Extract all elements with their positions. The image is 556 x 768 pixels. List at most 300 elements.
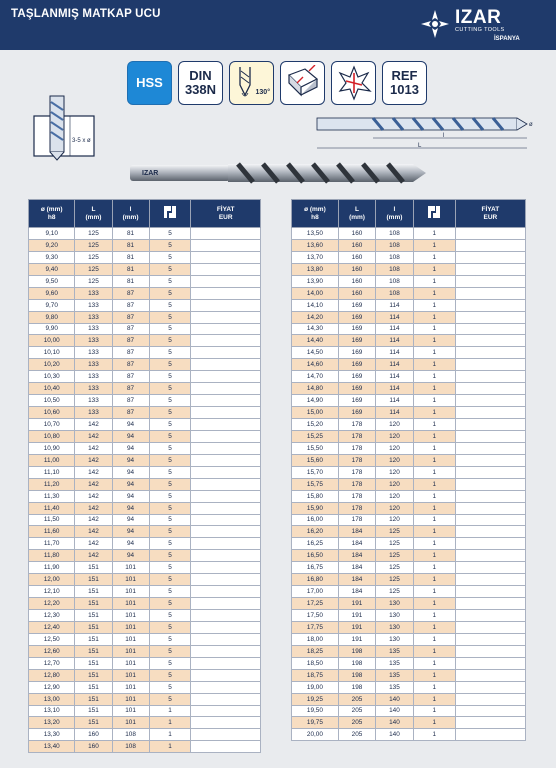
- cell-diameter: 9,30: [29, 251, 75, 263]
- cell-price[interactable]: [455, 239, 525, 251]
- cell-flute-length: 120: [376, 478, 413, 490]
- table-row: [292, 371, 526, 383]
- cell-flute-length: 101: [112, 657, 149, 669]
- cell-price[interactable]: [191, 239, 261, 251]
- cell-flute-length: 120: [376, 430, 413, 442]
- cell-flute-length: 94: [112, 466, 149, 478]
- cell-price[interactable]: [455, 562, 525, 574]
- cell-price[interactable]: [191, 562, 261, 574]
- cell-price[interactable]: [191, 526, 261, 538]
- col-flute-length-unit: (mm): [122, 213, 139, 221]
- cell-total-length: 151: [75, 645, 112, 657]
- cell-price[interactable]: [191, 275, 261, 287]
- cell-flute-length: 94: [112, 454, 149, 466]
- cell-total-length: 160: [75, 729, 112, 741]
- cell-flute-length: 101: [112, 645, 149, 657]
- cell-price[interactable]: [455, 454, 525, 466]
- table-row: [29, 574, 261, 586]
- cell-price[interactable]: [191, 693, 261, 705]
- cell-total-length: 198: [338, 645, 375, 657]
- cell-price[interactable]: [455, 705, 525, 717]
- cell-diameter: 9,60: [29, 287, 75, 299]
- cell-flute-length: 108: [112, 741, 149, 753]
- table-row: [29, 633, 261, 645]
- cell-total-length: 133: [75, 311, 112, 323]
- cell-diameter: 15,20: [292, 419, 339, 431]
- cell-price[interactable]: [455, 693, 525, 705]
- cell-price[interactable]: [191, 550, 261, 562]
- cell-pack-qty: 1: [413, 442, 455, 454]
- table-row: [29, 490, 261, 502]
- cell-pack-qty: 1: [413, 299, 455, 311]
- table-row: [29, 419, 261, 431]
- cell-price[interactable]: [191, 705, 261, 717]
- table-row: [292, 323, 526, 335]
- cell-total-length: 142: [75, 550, 112, 562]
- cell-pack-qty: 5: [149, 442, 191, 454]
- col-price-label: FİYAT: [481, 205, 500, 213]
- cell-total-length: 198: [338, 681, 375, 693]
- cell-price[interactable]: [455, 633, 525, 645]
- table-row: [292, 729, 526, 741]
- cell-price[interactable]: [455, 729, 525, 741]
- cell-pack-qty: 1: [413, 407, 455, 419]
- table-row: [292, 287, 526, 299]
- cell-flute-length: 101: [112, 681, 149, 693]
- cell-price[interactable]: [191, 287, 261, 299]
- cell-price[interactable]: [455, 263, 525, 275]
- cell-price[interactable]: [455, 502, 525, 514]
- cell-diameter: 20,00: [292, 729, 339, 741]
- cell-price[interactable]: [455, 430, 525, 442]
- cell-flute-length: 140: [376, 729, 413, 741]
- table-row: [292, 442, 526, 454]
- cell-total-length: 133: [75, 383, 112, 395]
- cell-price[interactable]: [191, 454, 261, 466]
- cell-price[interactable]: [455, 574, 525, 586]
- cell-price[interactable]: [191, 323, 261, 335]
- cell-pack-qty: 5: [149, 454, 191, 466]
- cell-flute-length: 101: [112, 562, 149, 574]
- table-row: [29, 359, 261, 371]
- cell-flute-length: 94: [112, 514, 149, 526]
- cell-price[interactable]: [455, 251, 525, 263]
- brand-country: İSPANYA: [494, 36, 520, 42]
- cell-pack-qty: 5: [149, 538, 191, 550]
- cell-flute-length: 120: [376, 502, 413, 514]
- flute-length-label: l: [443, 133, 445, 139]
- cell-flute-length: 101: [112, 610, 149, 622]
- cell-total-length: 142: [75, 466, 112, 478]
- cell-price[interactable]: [191, 586, 261, 598]
- cell-diameter: 14,50: [292, 347, 339, 359]
- cell-price[interactable]: [191, 490, 261, 502]
- ref-badge: [382, 61, 427, 105]
- cell-price[interactable]: [191, 502, 261, 514]
- cell-pack-qty: 1: [413, 538, 455, 550]
- cell-diameter: 10,70: [29, 419, 75, 431]
- cell-flute-length: 125: [376, 574, 413, 586]
- cell-flute-length: 101: [112, 621, 149, 633]
- cell-price[interactable]: [455, 550, 525, 562]
- cell-price[interactable]: [191, 251, 261, 263]
- table-row: [29, 514, 261, 526]
- cell-flute-length: 114: [376, 395, 413, 407]
- cell-flute-length: 94: [112, 419, 149, 431]
- cell-price[interactable]: [455, 228, 525, 240]
- cell-price[interactable]: [455, 514, 525, 526]
- cell-pack-qty: 1: [413, 514, 455, 526]
- cell-price[interactable]: [191, 669, 261, 681]
- cell-total-length: 151: [75, 621, 112, 633]
- cell-diameter: 14,20: [292, 311, 339, 323]
- table-row: [292, 407, 526, 419]
- cell-price[interactable]: [455, 657, 525, 669]
- cell-price[interactable]: [191, 741, 261, 753]
- cell-diameter: 15,80: [292, 490, 339, 502]
- table-row: [292, 251, 526, 263]
- cell-price[interactable]: [455, 335, 525, 347]
- cell-price[interactable]: [455, 407, 525, 419]
- cell-total-length: 184: [338, 574, 375, 586]
- cell-diameter: 12,20: [29, 598, 75, 610]
- cell-diameter: 16,20: [292, 526, 339, 538]
- cell-price[interactable]: [191, 574, 261, 586]
- cell-total-length: 178: [338, 419, 375, 431]
- cell-flute-length: 87: [112, 335, 149, 347]
- cell-price[interactable]: [191, 263, 261, 275]
- cell-total-length: 205: [338, 717, 375, 729]
- cell-diameter: 10,90: [29, 442, 75, 454]
- cell-diameter: 11,00: [29, 454, 75, 466]
- cell-total-length: 151: [75, 586, 112, 598]
- cell-price[interactable]: [455, 598, 525, 610]
- cell-total-length: 151: [75, 574, 112, 586]
- cell-price[interactable]: [191, 610, 261, 622]
- cell-pack-qty: 1: [149, 741, 191, 753]
- cell-price[interactable]: [191, 538, 261, 550]
- cell-flute-length: 101: [112, 598, 149, 610]
- cell-price[interactable]: [191, 407, 261, 419]
- cell-price[interactable]: [191, 466, 261, 478]
- table-row: [292, 538, 526, 550]
- cell-total-length: 133: [75, 299, 112, 311]
- cell-price[interactable]: [455, 347, 525, 359]
- cell-price[interactable]: [191, 598, 261, 610]
- cell-flute-length: 108: [376, 228, 413, 240]
- cell-flute-length: 125: [376, 550, 413, 562]
- cell-flute-length: 94: [112, 538, 149, 550]
- table-row: [292, 502, 526, 514]
- cell-total-length: 178: [338, 466, 375, 478]
- cell-flute-length: 135: [376, 645, 413, 657]
- col-flute-length: [112, 200, 149, 228]
- cell-price[interactable]: [191, 347, 261, 359]
- cell-price[interactable]: [191, 633, 261, 645]
- cell-price[interactable]: [455, 478, 525, 490]
- cell-total-length: 205: [338, 693, 375, 705]
- col-price-currency: EUR: [218, 213, 233, 221]
- table-row: [29, 693, 261, 705]
- table-row: [29, 287, 261, 299]
- cell-price[interactable]: [455, 419, 525, 431]
- col-flute-length: [376, 200, 413, 228]
- drill-brand-engraving: IZAR: [142, 170, 159, 177]
- cell-pack-qty: 1: [413, 395, 455, 407]
- cell-diameter: 10,10: [29, 347, 75, 359]
- cell-flute-length: 108: [112, 729, 149, 741]
- cell-price[interactable]: [455, 395, 525, 407]
- cell-total-length: 169: [338, 383, 375, 395]
- cell-flute-length: 87: [112, 299, 149, 311]
- table-row: [292, 335, 526, 347]
- cell-price[interactable]: [455, 311, 525, 323]
- table-row: [29, 311, 261, 323]
- cell-flute-length: 114: [376, 299, 413, 311]
- cell-total-length: 151: [75, 693, 112, 705]
- cell-price[interactable]: [191, 478, 261, 490]
- table-row: [292, 311, 526, 323]
- cell-diameter: 13,60: [292, 239, 339, 251]
- ref-number: 1013: [390, 82, 419, 97]
- cell-flute-length: 108: [376, 275, 413, 287]
- cell-pack-qty: 5: [149, 263, 191, 275]
- cell-diameter: 18,00: [292, 633, 339, 645]
- cell-price[interactable]: [191, 442, 261, 454]
- cell-pack-qty: 1: [413, 228, 455, 240]
- cell-total-length: 178: [338, 514, 375, 526]
- cell-price[interactable]: [191, 395, 261, 407]
- cell-diameter: 19,75: [292, 717, 339, 729]
- cell-diameter: 10,60: [29, 407, 75, 419]
- table-row: [292, 419, 526, 431]
- cell-total-length: 133: [75, 287, 112, 299]
- table-row: [292, 705, 526, 717]
- cell-price[interactable]: [455, 645, 525, 657]
- cell-price[interactable]: [455, 287, 525, 299]
- col-diameter-label: ø (mm): [40, 205, 63, 213]
- cell-flute-length: 87: [112, 383, 149, 395]
- price-table-left: [28, 199, 261, 753]
- cell-price[interactable]: [191, 228, 261, 240]
- cell-price[interactable]: [455, 323, 525, 335]
- table-row: [292, 562, 526, 574]
- cell-pack-qty: 1: [413, 347, 455, 359]
- cell-pack-qty: 5: [149, 490, 191, 502]
- cell-price[interactable]: [191, 299, 261, 311]
- cell-price[interactable]: [455, 371, 525, 383]
- cell-flute-length: 108: [376, 263, 413, 275]
- cell-price[interactable]: [455, 275, 525, 287]
- cell-pack-qty: 5: [149, 526, 191, 538]
- cell-diameter: 14,40: [292, 335, 339, 347]
- cell-flute-length: 94: [112, 490, 149, 502]
- cell-price[interactable]: [455, 526, 525, 538]
- cell-total-length: 142: [75, 430, 112, 442]
- cell-price[interactable]: [455, 610, 525, 622]
- cell-total-length: 178: [338, 478, 375, 490]
- cell-pack-qty: 5: [149, 275, 191, 287]
- cell-pack-qty: 5: [149, 621, 191, 633]
- cell-price[interactable]: [455, 717, 525, 729]
- cell-price[interactable]: [455, 621, 525, 633]
- cell-pack-qty: 5: [149, 347, 191, 359]
- cell-price[interactable]: [191, 729, 261, 741]
- cell-total-length: 142: [75, 478, 112, 490]
- cell-total-length: 151: [75, 598, 112, 610]
- brand-name: IZAR: [455, 7, 502, 28]
- cell-total-length: 178: [338, 430, 375, 442]
- cell-price[interactable]: [191, 311, 261, 323]
- cell-pack-qty: 5: [149, 633, 191, 645]
- cell-flute-length: 114: [376, 359, 413, 371]
- cell-price[interactable]: [191, 681, 261, 693]
- cell-total-length: 125: [75, 239, 112, 251]
- cell-price[interactable]: [455, 586, 525, 598]
- cell-diameter: 13,30: [29, 729, 75, 741]
- cell-price[interactable]: [191, 621, 261, 633]
- table-row: [292, 669, 526, 681]
- cell-pack-qty: 5: [149, 550, 191, 562]
- cell-price[interactable]: [191, 645, 261, 657]
- cell-price[interactable]: [191, 383, 261, 395]
- cell-price[interactable]: [191, 359, 261, 371]
- cell-diameter: 9,90: [29, 323, 75, 335]
- table-row: [292, 586, 526, 598]
- cell-price[interactable]: [455, 442, 525, 454]
- cell-total-length: 184: [338, 538, 375, 550]
- cell-flute-length: 125: [376, 526, 413, 538]
- cell-total-length: 205: [338, 729, 375, 741]
- cell-pack-qty: 1: [413, 681, 455, 693]
- table-row: [29, 228, 261, 240]
- cell-price[interactable]: [191, 419, 261, 431]
- col-diameter-tolerance: h8: [47, 213, 56, 221]
- cell-pack-qty: 5: [149, 610, 191, 622]
- cell-diameter: 13,70: [292, 251, 339, 263]
- cell-total-length: 142: [75, 454, 112, 466]
- table-row: [292, 299, 526, 311]
- table-row: [29, 275, 261, 287]
- table-row: [29, 538, 261, 550]
- cell-price[interactable]: [191, 717, 261, 729]
- cell-flute-length: 94: [112, 526, 149, 538]
- cell-diameter: 10,40: [29, 383, 75, 395]
- table-row: [29, 430, 261, 442]
- cell-flute-length: 130: [376, 621, 413, 633]
- cell-pack-qty: 1: [413, 502, 455, 514]
- cell-diameter: 10,20: [29, 359, 75, 371]
- cell-pack-qty: 1: [413, 454, 455, 466]
- cell-total-length: 151: [75, 610, 112, 622]
- cell-diameter: 15,90: [292, 502, 339, 514]
- cell-diameter: 11,80: [29, 550, 75, 562]
- cell-pack-qty: 5: [149, 598, 191, 610]
- cell-total-length: 191: [338, 610, 375, 622]
- col-price-currency: EUR: [483, 213, 498, 221]
- cell-flute-length: 108: [376, 251, 413, 263]
- cell-pack-qty: 5: [149, 251, 191, 263]
- cell-pack-qty: 5: [149, 407, 191, 419]
- cell-total-length: 169: [338, 299, 375, 311]
- cell-price[interactable]: [191, 430, 261, 442]
- cell-flute-length: 94: [112, 430, 149, 442]
- cell-flute-length: 101: [112, 717, 149, 729]
- cell-pack-qty: 5: [149, 383, 191, 395]
- cell-pack-qty: 1: [413, 657, 455, 669]
- cell-flute-length: 81: [112, 239, 149, 251]
- cell-pack-qty: 5: [149, 574, 191, 586]
- cell-diameter: 9,50: [29, 275, 75, 287]
- table-row: [292, 454, 526, 466]
- cell-price[interactable]: [455, 538, 525, 550]
- cell-diameter: 17,25: [292, 598, 339, 610]
- cell-total-length: 151: [75, 705, 112, 717]
- cell-pack-qty: 1: [413, 359, 455, 371]
- cell-price[interactable]: [455, 466, 525, 478]
- drill-dimension-diagram: [313, 110, 538, 155]
- cell-flute-length: 114: [376, 407, 413, 419]
- cell-flute-length: 81: [112, 275, 149, 287]
- cell-price[interactable]: [191, 657, 261, 669]
- cell-price[interactable]: [455, 490, 525, 502]
- cell-diameter: 11,60: [29, 526, 75, 538]
- cell-price[interactable]: [455, 669, 525, 681]
- brand-subtitle: CUTTING TOOLS: [455, 27, 505, 33]
- cell-price[interactable]: [191, 514, 261, 526]
- cell-price[interactable]: [455, 359, 525, 371]
- cell-flute-length: 130: [376, 598, 413, 610]
- cell-pack-qty: 1: [413, 251, 455, 263]
- cell-flute-length: 87: [112, 347, 149, 359]
- cell-flute-length: 140: [376, 705, 413, 717]
- flute-icon: [334, 63, 374, 103]
- cell-flute-length: 81: [112, 228, 149, 240]
- cell-flute-length: 94: [112, 442, 149, 454]
- cell-flute-length: 101: [112, 633, 149, 645]
- cell-total-length: 151: [75, 657, 112, 669]
- cell-price[interactable]: [455, 383, 525, 395]
- point-angle-badge: [229, 61, 274, 105]
- cell-price[interactable]: [455, 299, 525, 311]
- cell-total-length: 151: [75, 681, 112, 693]
- cell-pack-qty: 1: [413, 610, 455, 622]
- cell-diameter: 16,75: [292, 562, 339, 574]
- cell-diameter: 9,70: [29, 299, 75, 311]
- cell-pack-qty: 1: [413, 490, 455, 502]
- cell-pack-qty: 1: [413, 478, 455, 490]
- cell-pack-qty: 1: [413, 693, 455, 705]
- cell-diameter: 10,50: [29, 395, 75, 407]
- cell-diameter: 13,80: [292, 263, 339, 275]
- pack-quantity-icon: [425, 203, 443, 221]
- cell-flute-length: 101: [112, 586, 149, 598]
- table-row: [29, 395, 261, 407]
- col-diameter: [292, 200, 339, 228]
- cell-total-length: 142: [75, 419, 112, 431]
- spec-badges: [127, 61, 427, 105]
- cell-price[interactable]: [455, 681, 525, 693]
- cell-diameter: 9,80: [29, 311, 75, 323]
- cell-price[interactable]: [191, 335, 261, 347]
- cell-total-length: 169: [338, 347, 375, 359]
- table-row: [29, 657, 261, 669]
- cell-flute-length: 120: [376, 466, 413, 478]
- page-header: [0, 0, 556, 50]
- cell-total-length: 133: [75, 335, 112, 347]
- cell-diameter: 9,40: [29, 263, 75, 275]
- cell-price[interactable]: [191, 371, 261, 383]
